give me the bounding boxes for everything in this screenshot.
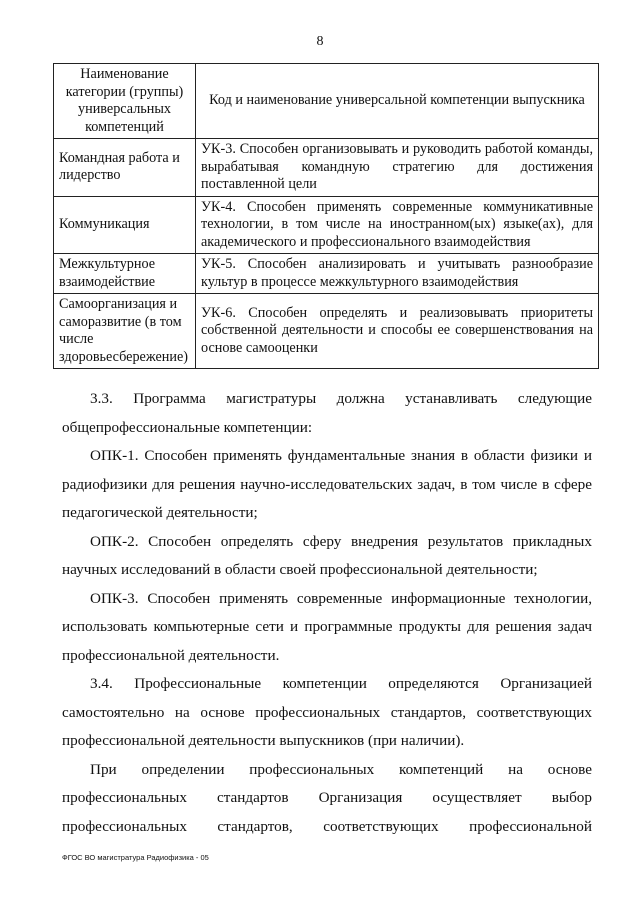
paragraph-professional-standards: При определении профессиональных компетенций на основе профессиональных стандартов Организация осуществляет выбор профессиональных стандартов, соответствующих профессиональной	[62, 760, 592, 835]
row-competence: УК-5. Способен анализировать и учитывать разнообразие культур в процессе межкультурного взаимодействия	[196, 254, 599, 294]
document-body	[62, 385, 592, 841]
paragraph-opk-1: ОПК-1. Способен применять фундаментальные знания в области физики и радиофизики для решения научно-исследовательских задач, в том числе в сфере педагогической деятельности;	[62, 447, 592, 521]
table-row	[54, 196, 599, 254]
row-competence: УК-3. Способен организовывать и руководить работой команды, вырабатывая командную стратегию для достижения поставленной цели	[196, 139, 599, 197]
paragraph-3-4: 3.4. Профессиональные компетенции определяются Организацией самостоятельно на основе профессиональных стандартов, соответствующих профессиональной деятельности выпускников (при наличии).	[62, 675, 592, 749]
paragraph-opk-2: ОПК-2. Способен определять сферу внедрения результатов прикладных научных исследований в области своей профессиональной деятельности;	[62, 532, 592, 578]
header-category: Наименование категории (группы) универсальных компетенций	[54, 64, 196, 139]
row-competence: УК-6. Способен определять и реализовывать приоритеты собственной деятельности и способы ее совершенствования на основе самооценки	[196, 294, 599, 369]
row-category: Самоорганизация и саморазвитие (в том числе здоровьесбережение)	[54, 294, 196, 369]
page-number: 8	[316, 34, 324, 49]
table-row	[54, 254, 599, 294]
row-category: Коммуникация	[54, 196, 196, 254]
universal-competencies-table	[53, 63, 599, 369]
table-row	[54, 294, 599, 369]
row-category: Командная работа и лидерство	[54, 139, 196, 197]
row-category: Межкультурное взаимодействие	[54, 254, 196, 294]
page-footer: ФГОС ВО магистратура Радиофизика - 05	[62, 853, 209, 862]
table-header-row	[54, 64, 599, 139]
row-competence: УК-4. Способен применять современные коммуникативные технологии, в том числе на иностранном(ых) языке(ах), для академического и профессионального взаимодействия	[196, 196, 599, 254]
header-competence: Код и наименование универсальной компетенции выпускника	[196, 64, 599, 139]
table-row	[54, 139, 599, 197]
paragraph-3-3: 3.3. Программа магистратуры должна устанавливать следующие общепрофессиональные компетенции:	[62, 390, 592, 436]
paragraph-opk-3: ОПК-3. Способен применять современные информационные технологии, использовать компьютерные сети и программные продукты для решения задач профессиональной деятельности.	[62, 589, 592, 664]
